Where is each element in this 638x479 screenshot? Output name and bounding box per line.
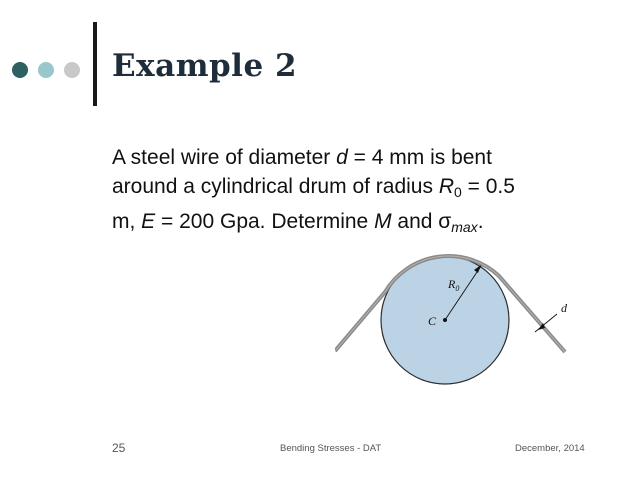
slide-title: Example 2 [112,48,298,84]
dot-light-teal [38,62,54,78]
dot-dark [12,62,28,78]
label-r-sub: 0 [455,284,460,293]
footer-date: December, 2014 [515,443,585,454]
footer-title: Bending Stresses - DAT [280,443,382,454]
dot-gray [64,62,80,78]
label-r-main: R [448,277,456,291]
title-divider [93,22,97,106]
slide-number: 25 [112,441,126,455]
label-d: d [561,301,567,315]
label-c: C [428,314,437,328]
problem-statement: A steel wire of diameter d = 4 mm is bent around a cylindrical drum of radius $R_0 = 0.5$ m, E = 200 Gpa. Determine M and $\sigma_{max}$. [112,146,515,235]
drum-wire-figure [335,244,575,390]
decorative-dots [12,62,80,78]
